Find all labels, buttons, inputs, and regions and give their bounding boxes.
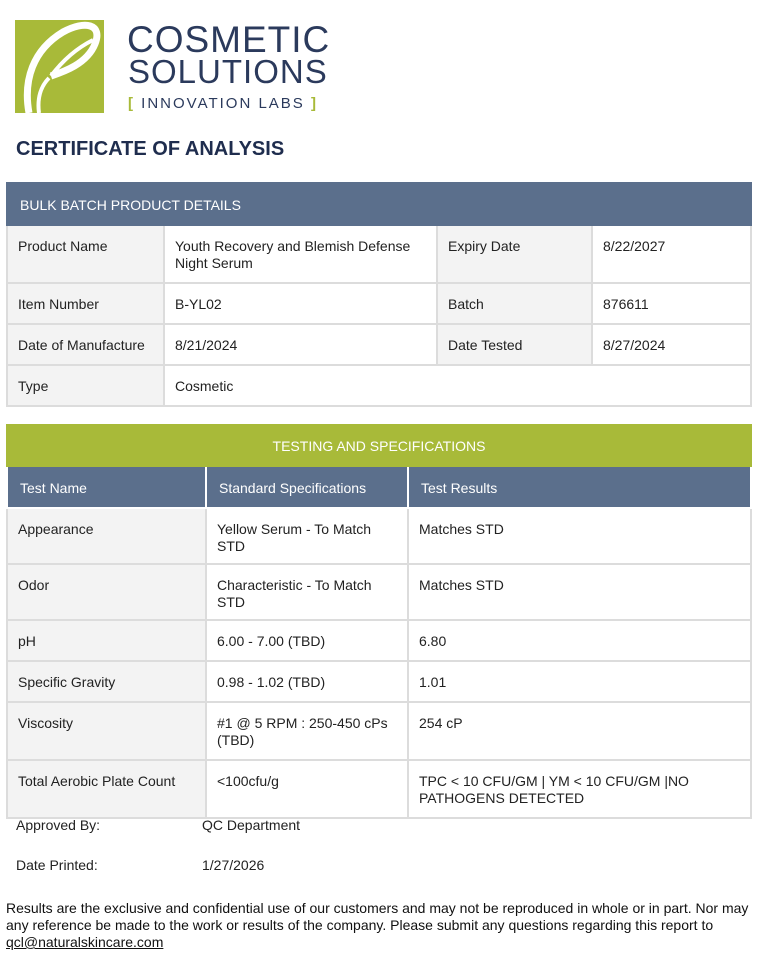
item-number-value: B-YL02 [164, 283, 437, 324]
expiry-date-label: Expiry Date [437, 225, 592, 283]
manufacture-date-label: Date of Manufacture [7, 324, 164, 365]
batch-value: 876611 [592, 283, 751, 324]
test-result: Matches STD [408, 564, 751, 620]
product-name-value: Youth Recovery and Blemish Defense Night Serum [164, 225, 437, 283]
table-row [7, 508, 751, 564]
table-row [7, 620, 751, 661]
brand-tagline [128, 96, 318, 111]
type-value: Cosmetic [164, 365, 751, 406]
brand-name-line2: SOLUTIONS [128, 53, 328, 90]
manufacture-date-value: 8/21/2024 [164, 324, 437, 365]
product-details-table [6, 182, 752, 407]
test-name: pH [7, 620, 206, 661]
column-test-results: Test Results [408, 466, 751, 508]
test-name: Viscosity [7, 702, 206, 760]
test-result: 6.80 [408, 620, 751, 661]
testing-heading: TESTING AND SPECIFICATIONS [7, 425, 751, 466]
test-spec: <100cfu/g [206, 760, 408, 818]
tagline-bracket-close: ] [310, 95, 318, 112]
test-spec: 6.00 - 7.00 (TBD) [206, 620, 408, 661]
approved-by-value: QC Department [202, 817, 301, 833]
test-spec: 0.98 - 1.02 (TBD) [206, 661, 408, 702]
item-number-label: Item Number [7, 283, 164, 324]
tagline-bracket-open: [ [128, 95, 135, 112]
footer-text: Results are the exclusive and confidential use of our customers and may not be reproduced in whole or in part. Nor may any reference be made to the work or results of the company. Please submit any questions regarding this report to [6, 900, 749, 933]
table-row [7, 564, 751, 620]
confidentiality-notice [6, 900, 756, 951]
table-row [7, 760, 751, 818]
test-spec: #1 @ 5 RPM : 250-450 cPs (TBD) [206, 702, 408, 760]
test-spec: Characteristic - To Match STD [206, 564, 408, 620]
test-name: Specific Gravity [7, 661, 206, 702]
brand-name-line1: COSMETIC [127, 19, 331, 60]
table-row [7, 661, 751, 702]
approved-by-label: Approved By: [16, 817, 101, 833]
table-row [7, 702, 751, 760]
expiry-date-value: 8/22/2027 [592, 225, 751, 283]
document-title: CERTIFICATE OF ANALYSIS [16, 138, 285, 160]
product-details-heading: BULK BATCH PRODUCT DETAILS [7, 183, 751, 225]
test-name: Odor [7, 564, 206, 620]
batch-label: Batch [437, 283, 592, 324]
test-name: Appearance [7, 508, 206, 564]
test-name: Total Aerobic Plate Count [7, 760, 206, 818]
contact-email-link[interactable]: qcl@naturalskincare.com [6, 934, 164, 950]
test-spec: Yellow Serum - To Match STD [206, 508, 408, 564]
column-standard-specifications: Standard Specifications [206, 466, 408, 508]
type-label: Type [7, 365, 164, 406]
date-printed-value: 1/27/2026 [202, 857, 265, 873]
testing-specifications-table [6, 424, 752, 819]
column-test-name: Test Name [7, 466, 206, 508]
test-result: 1.01 [408, 661, 751, 702]
date-tested-label: Date Tested [437, 324, 592, 365]
date-printed-label: Date Printed: [16, 857, 98, 873]
test-result: TPC < 10 CFU/GM | YM < 10 CFU/GM |NO PATHOGENS DETECTED [408, 760, 751, 818]
tagline-text: INNOVATION LABS [141, 95, 305, 112]
brand-logo-icon [15, 20, 104, 113]
test-result: 254 cP [408, 702, 751, 760]
product-name-label: Product Name [7, 225, 164, 283]
date-tested-value: 8/27/2024 [592, 324, 751, 365]
test-result: Matches STD [408, 508, 751, 564]
